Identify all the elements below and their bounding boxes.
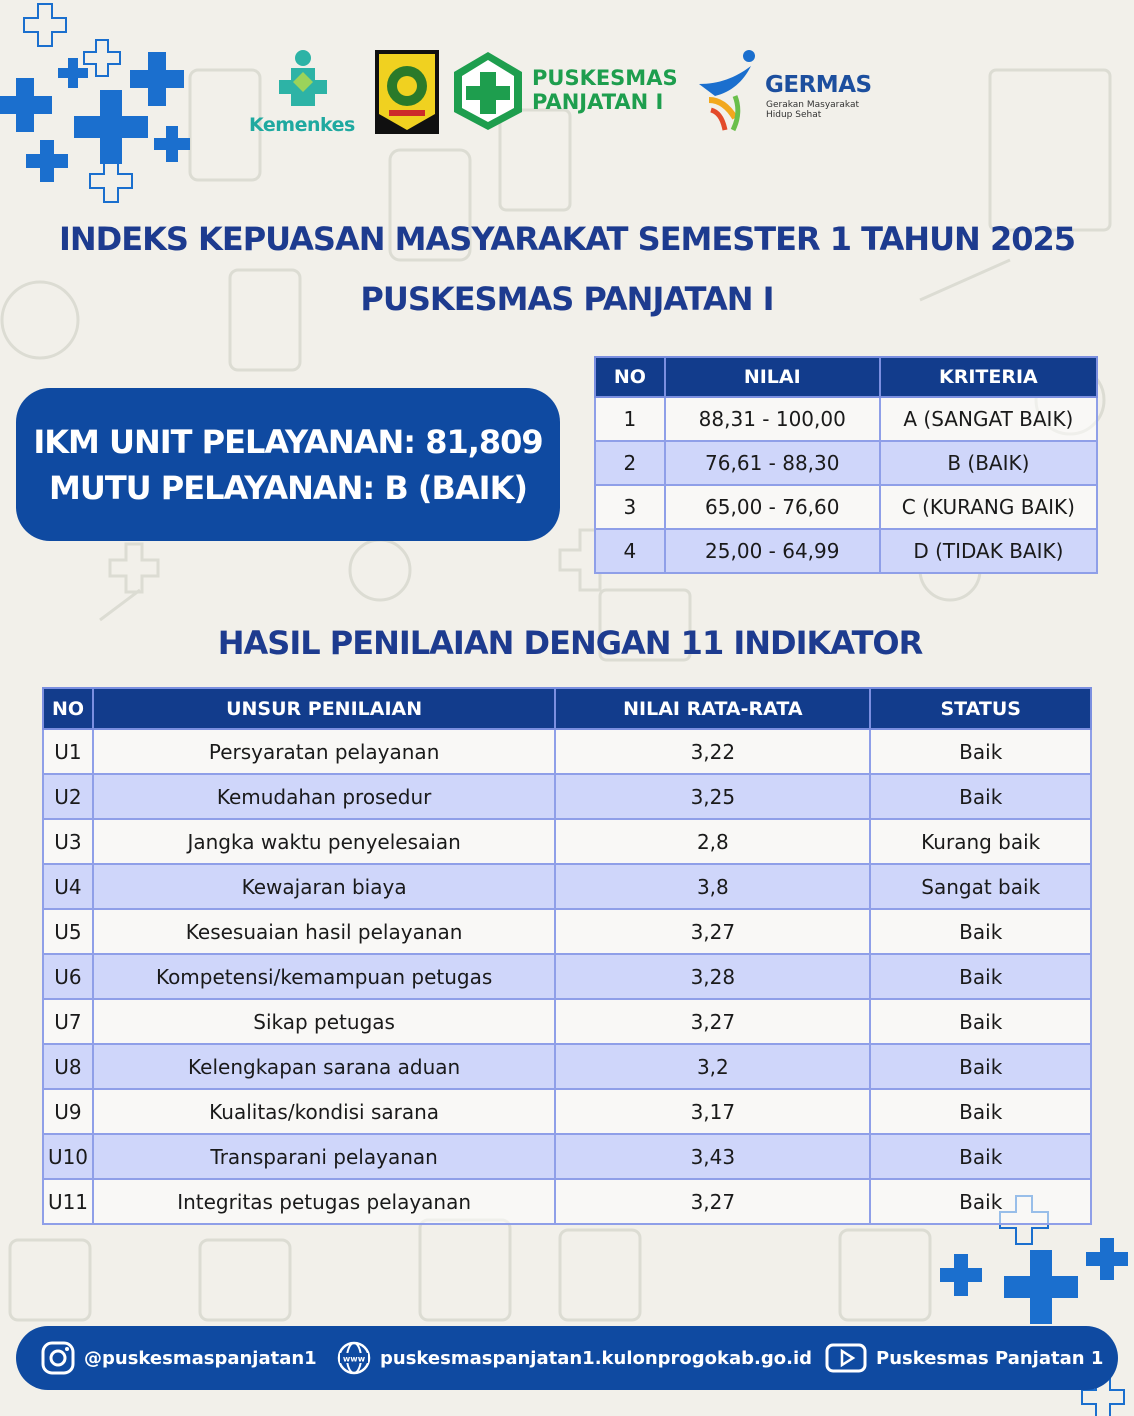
indicator-score: 3,28 xyxy=(555,954,870,999)
indicator-name: Persyaratan pelayanan xyxy=(93,729,555,774)
indicator-name: Kemudahan prosedur xyxy=(93,774,555,819)
indicator-code: U3 xyxy=(43,819,93,864)
criteria-header-no: NO xyxy=(595,357,665,397)
web-icon xyxy=(336,1340,372,1376)
germas-logo-icon xyxy=(695,48,767,138)
section-title: HASIL PENILAIAN DENGAN 11 INDIKATOR xyxy=(217,624,923,662)
kemenkes-logo-text: Kemenkes xyxy=(249,114,355,136)
indicator-score: 3,27 xyxy=(555,999,870,1044)
youtube-channel: Puskesmas Panjatan 1 xyxy=(876,1347,1104,1369)
indicator-code: U2 xyxy=(43,774,93,819)
footer-bar xyxy=(16,1326,1118,1390)
criteria-no: 1 xyxy=(595,397,665,441)
indicator-status: Baik xyxy=(870,999,1091,1044)
instagram-icon xyxy=(40,1340,76,1376)
svg-text:www: www xyxy=(342,1354,366,1364)
table-row xyxy=(43,1134,1091,1179)
indicator-table xyxy=(42,687,1092,1225)
germas-logo-subtitle: Gerakan Masyarakat Hidup Sehat xyxy=(766,100,859,120)
indicator-status: Baik xyxy=(870,1134,1091,1179)
indicator-status: Baik xyxy=(870,954,1091,999)
indicator-code: U11 xyxy=(43,1179,93,1224)
indicator-score: 3,25 xyxy=(555,774,870,819)
indicator-status: Baik xyxy=(870,909,1091,954)
indicator-name: Jangka waktu penyelesaian xyxy=(93,819,555,864)
indicator-code: U7 xyxy=(43,999,93,1044)
indicator-score: 2,8 xyxy=(555,819,870,864)
indicator-score: 3,8 xyxy=(555,864,870,909)
indicator-status: Baik xyxy=(870,1044,1091,1089)
indicator-status: Kurang baik xyxy=(870,819,1091,864)
indicator-header-row xyxy=(43,688,1091,729)
criteria-header-nilai: NILAI xyxy=(665,357,880,397)
website-url: puskesmaspanjatan1.kulonprogokab.go.id xyxy=(380,1347,813,1369)
indicator-status: Baik xyxy=(870,729,1091,774)
youtube-icon xyxy=(824,1340,868,1376)
ikm-summary-box xyxy=(16,388,560,541)
table-row xyxy=(43,999,1091,1044)
indicator-header-nilai: NILAI RATA-RATA xyxy=(555,688,870,729)
table-row xyxy=(595,529,1097,573)
indicator-code: U10 xyxy=(43,1134,93,1179)
table-row xyxy=(43,1044,1091,1089)
indicator-header-status: STATUS xyxy=(870,688,1091,729)
criteria-range: 88,31 - 100,00 xyxy=(665,397,880,441)
table-row xyxy=(595,397,1097,441)
criteria-no: 4 xyxy=(595,529,665,573)
criteria-table xyxy=(594,356,1098,574)
criteria-grade: D (TIDAK BAIK) xyxy=(880,529,1097,573)
indicator-name: Sikap petugas xyxy=(93,999,555,1044)
table-row xyxy=(43,774,1091,819)
regency-seal-icon xyxy=(375,50,439,134)
logo-bar xyxy=(245,44,885,144)
indicator-name: Kewajaran biaya xyxy=(93,864,555,909)
table-row xyxy=(43,1089,1091,1134)
indicator-score: 3,43 xyxy=(555,1134,870,1179)
indicator-status: Baik xyxy=(870,1179,1091,1224)
table-row xyxy=(43,909,1091,954)
criteria-no: 2 xyxy=(595,441,665,485)
indicator-name: Kualitas/kondisi sarana xyxy=(93,1089,555,1134)
indicator-score: 3,27 xyxy=(555,909,870,954)
criteria-range: 25,00 - 64,99 xyxy=(665,529,880,573)
indicator-status: Baik xyxy=(870,1089,1091,1134)
criteria-grade: A (SANGAT BAIK) xyxy=(880,397,1097,441)
website-link[interactable] xyxy=(336,1326,812,1390)
indicator-code: U8 xyxy=(43,1044,93,1089)
indicator-score: 3,2 xyxy=(555,1044,870,1089)
indicator-code: U6 xyxy=(43,954,93,999)
page-title: INDEKS KEPUASAN MASYARAKAT SEMESTER 1 TAHUN 2025 xyxy=(58,220,1076,258)
criteria-no: 3 xyxy=(595,485,665,529)
instagram-link[interactable] xyxy=(40,1326,317,1390)
table-row xyxy=(595,485,1097,529)
criteria-header-kriteria: KRITERIA xyxy=(880,357,1097,397)
indicator-header-no: NO xyxy=(43,688,93,729)
service-quality: MUTU PELAYANAN: B (BAIK) xyxy=(49,468,527,507)
table-row xyxy=(43,729,1091,774)
indicator-name: Kelengkapan sarana aduan xyxy=(93,1044,555,1089)
table-row xyxy=(43,954,1091,999)
page-subtitle: PUSKESMAS PANJATAN I xyxy=(360,280,774,318)
criteria-range: 65,00 - 76,60 xyxy=(665,485,880,529)
indicator-name: Integritas petugas pelayanan xyxy=(93,1179,555,1224)
indicator-code: U4 xyxy=(43,864,93,909)
indicator-header-unsur: UNSUR PENILAIAN xyxy=(93,688,555,729)
criteria-grade: B (BAIK) xyxy=(880,441,1097,485)
indicator-code: U1 xyxy=(43,729,93,774)
indicator-status: Sangat baik xyxy=(870,864,1091,909)
indicator-code: U5 xyxy=(43,909,93,954)
indicator-status: Baik xyxy=(870,774,1091,819)
table-row xyxy=(43,864,1091,909)
table-row xyxy=(43,819,1091,864)
indicator-name: Kompetensi/kemampuan petugas xyxy=(93,954,555,999)
criteria-header-row xyxy=(595,357,1097,397)
table-row xyxy=(595,441,1097,485)
table-row xyxy=(43,1179,1091,1224)
indicator-score: 3,17 xyxy=(555,1089,870,1134)
indicator-code: U9 xyxy=(43,1089,93,1134)
criteria-range: 76,61 - 88,30 xyxy=(665,441,880,485)
puskesmas-logo-icon xyxy=(452,50,524,132)
puskesmas-logo-text: PUSKESMAS PANJATAN I xyxy=(532,66,678,114)
youtube-link[interactable] xyxy=(824,1326,1103,1390)
instagram-handle: @puskesmaspanjatan1 xyxy=(84,1347,317,1369)
criteria-grade: C (KURANG BAIK) xyxy=(880,485,1097,529)
ikm-score: IKM UNIT PELAYANAN: 81,809 xyxy=(33,422,543,461)
indicator-name: Transparani pelayanan xyxy=(93,1134,555,1179)
germas-logo-text: GERMAS xyxy=(765,72,872,98)
indicator-name: Kesesuaian hasil pelayanan xyxy=(93,909,555,954)
indicator-score: 3,22 xyxy=(555,729,870,774)
indicator-score: 3,27 xyxy=(555,1179,870,1224)
